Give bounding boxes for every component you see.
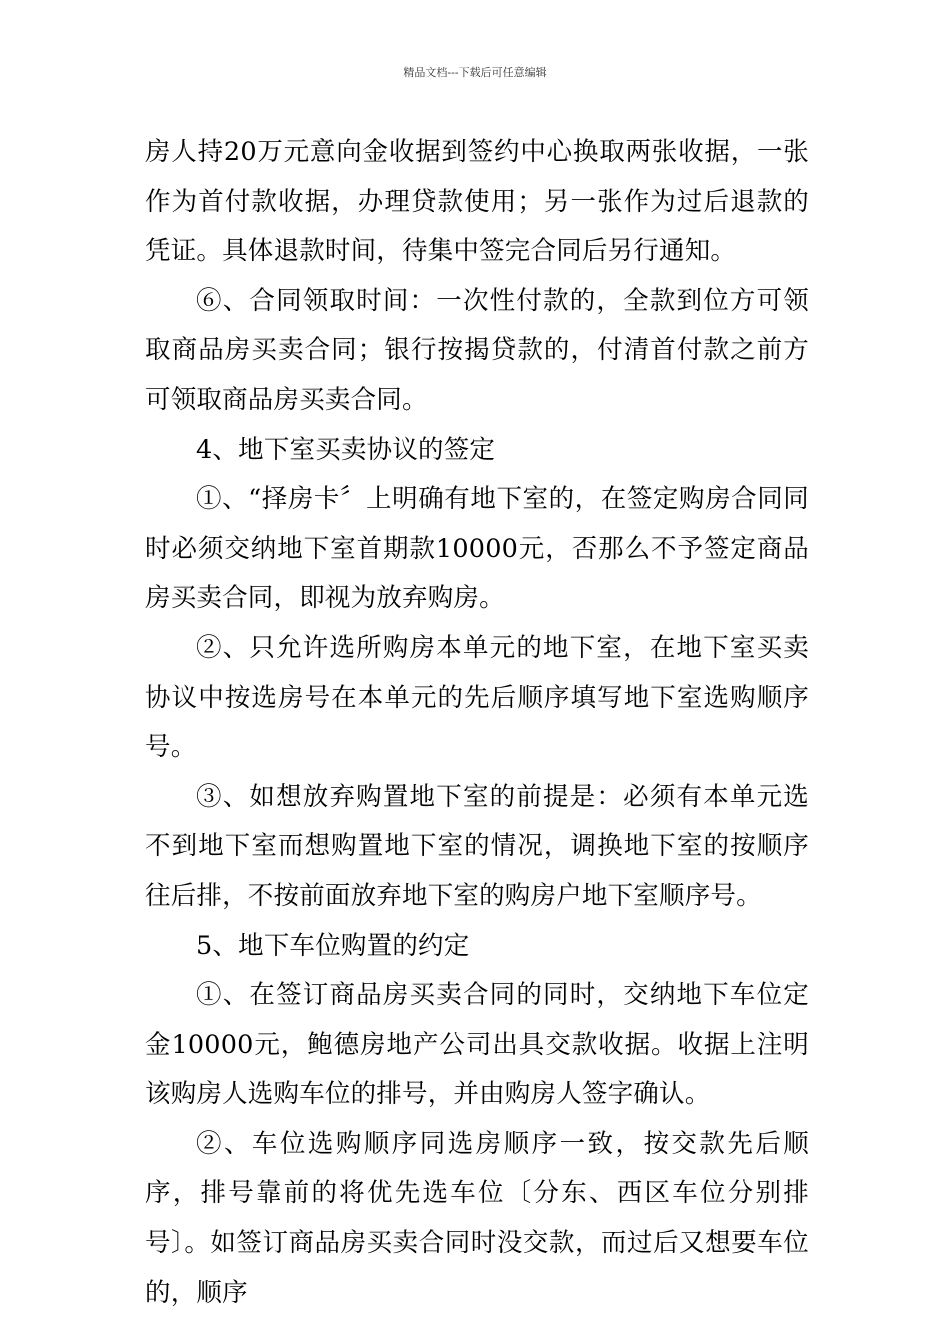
section-heading-4: 4、地下室买卖协议的签定 xyxy=(196,434,496,465)
document-body xyxy=(145,128,809,1318)
section-heading-5: 5、地下车位购置的约定 xyxy=(196,930,470,961)
page-header: 精品文档---下载后可任意编辑 xyxy=(403,66,547,79)
paragraph-8: ①、在签订商品房买卖合同的同时，交纳地下车位定金10000元，鲍德房地产公司出具交款收据。收据上注明该购房人选购车位的排号，并由购房人签字确认。 xyxy=(145,980,809,1110)
paragraph-9: ②、车位选购顺序同选房顺序一致，按交款先后顺序，排号靠前的将优先选车位〔分东、西区车位分别排号〕。如签订商品房买卖合同时没交款，而过后又想要车位的，顺序 xyxy=(145,1128,809,1308)
paragraph-6: ③、如想放弃购置地下室的前提是：必须有本单元选不到地下室而想购置地下室的情况，调换地下室的按顺序往后排，不按前面放弃地下室的购房户地下室顺序号。 xyxy=(145,781,809,911)
paragraph-5: ②、只允许选所购房本单元的地下室，在地下室买卖协议中按选房号在本单元的先后顺序填写地下室选购顺序号。 xyxy=(145,632,809,763)
paragraph-2: ⑥、合同领取时间：一次性付款的，全款到位方可领取商品房买卖合同；银行按揭贷款的，付清首付款之前方可领取商品房买卖合同。 xyxy=(145,285,809,415)
paragraph-4: ①、“择房卡〞上明确有地下室的，在签定购房合同同时必须交纳地下室首期款10000元，否那么不予签定商品房买卖合同，即视为放弃购房。 xyxy=(145,484,809,614)
paragraph-1: 房人持20万元意向金收据到签约中心换取两张收据，一张作为首付款收据，办理贷款使用；另一张作为过后退款的凭证。具体退款时间，待集中签完合同后另行通知。 xyxy=(145,137,809,267)
